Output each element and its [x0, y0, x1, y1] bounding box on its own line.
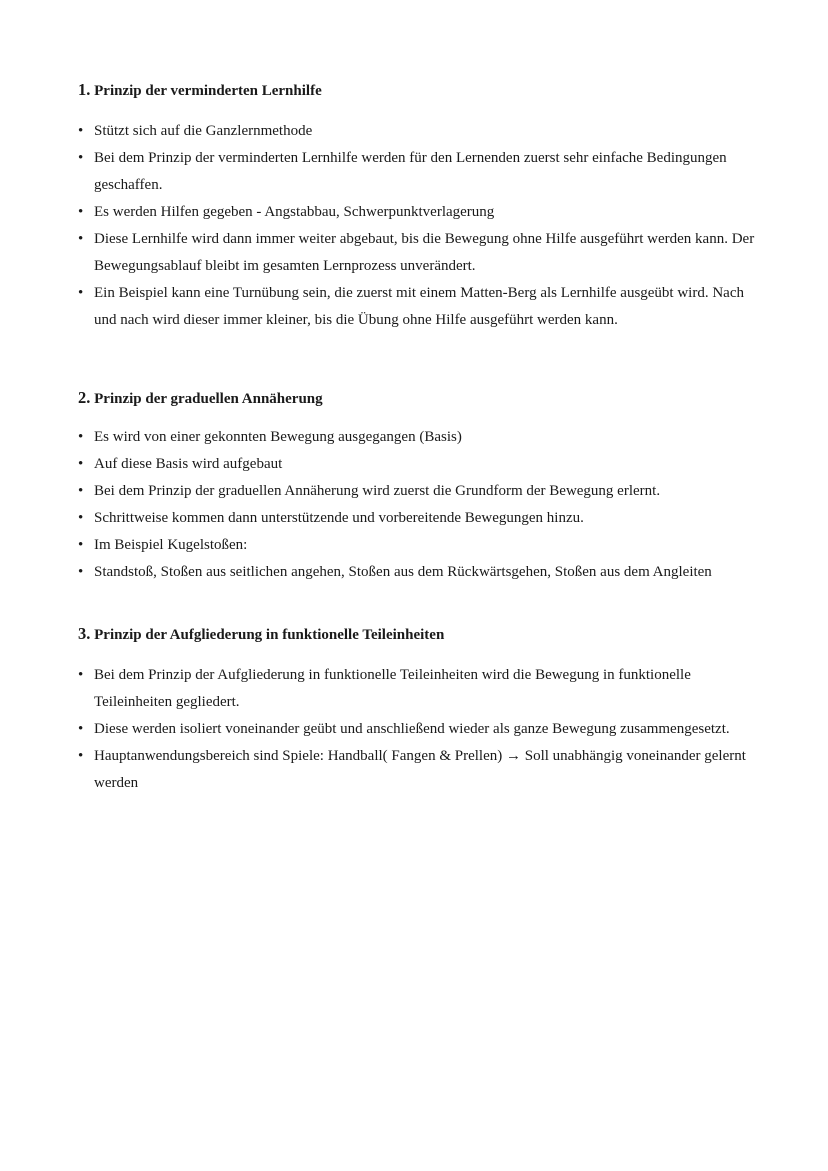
section-title: Prinzip der Aufgliederung in funktionelle Teileinheiten	[94, 627, 445, 643]
section-heading	[78, 81, 758, 100]
list-item-text: Schrittweise kommen dann unterstützende und vorbereitende Bewegungen hinzu.	[94, 510, 584, 526]
list-item	[78, 505, 758, 532]
list-item	[78, 743, 758, 797]
list-item-text: Hauptanwendungsbereich sind Spiele: Handball( Fangen & Prellen) → Soll unabhängig voneinander gelernt werden	[94, 748, 746, 791]
section-graduelle-annaeherung	[78, 389, 758, 586]
bullet-icon: •	[78, 231, 84, 247]
bullet-icon: •	[78, 429, 84, 445]
bullet-icon: •	[78, 537, 84, 553]
section-heading	[78, 389, 758, 408]
list-item-text: Auf diese Basis wird aufgebaut	[94, 456, 283, 472]
list-item-text: Im Beispiel Kugelstoßen:	[94, 537, 248, 553]
list-item-text: Es wird von einer gekonnten Bewegung ausgegangen (Basis)	[94, 429, 462, 445]
list-item	[78, 451, 758, 478]
bullet-list	[78, 118, 758, 334]
bullet-icon: •	[78, 483, 84, 499]
list-item	[78, 118, 758, 145]
bullet-icon: •	[78, 510, 84, 526]
list-item	[78, 145, 758, 199]
list-item-text: Diese Lernhilfe wird dann immer weiter abgebaut, bis die Bewegung ohne Hilfe ausgeführt werden kann. Der Bewegungsablauf bleibt im gesamten Lernprozess unverändert.	[94, 231, 755, 274]
bullet-icon: •	[78, 748, 84, 764]
list-item	[78, 424, 758, 451]
section-verminderte-lernhilfe	[78, 81, 758, 334]
bullet-icon: •	[78, 667, 84, 683]
list-item-text: Es werden Hilfen gegeben - Angstabbau, Schwerpunktverlagerung	[94, 204, 495, 220]
list-item-text: Ein Beispiel kann eine Turnübung sein, die zuerst mit einem Matten-Berg als Lernhilfe ausgeübt wird. Nach und nach wird dieser immer kleiner, bis die Übung ohne Hilfe ausgeführt werden kann.	[94, 285, 744, 328]
list-item-text: Bei dem Prinzip der graduellen Annäherung wird zuerst die Grundform der Bewegung erlernt.	[94, 483, 661, 499]
section-funktionelle-teileinheiten	[78, 625, 758, 797]
list-item-text: Bei dem Prinzip der verminderten Lernhilfe werden für den Lernenden zuerst sehr einfache Bedingungen geschaffen.	[94, 150, 727, 193]
list-item	[78, 280, 758, 334]
list-item	[78, 662, 758, 716]
bullet-icon: •	[78, 456, 84, 472]
list-item-text: Stützt sich auf die Ganzlernmethode	[94, 123, 313, 139]
list-item	[78, 478, 758, 505]
list-item	[78, 199, 758, 226]
bullet-icon: •	[78, 721, 84, 737]
list-item-text: Bei dem Prinzip der Aufgliederung in funktionelle Teileinheiten wird die Bewegung in funktionelle Teileinheiten gegliedert.	[94, 667, 691, 710]
list-item	[78, 226, 758, 280]
bullet-list	[78, 424, 758, 586]
list-item-text: Diese werden isoliert voneinander geübt und anschließend wieder als ganze Bewegung zusammengesetzt.	[94, 721, 730, 737]
bullet-icon: •	[78, 285, 84, 301]
bullet-icon: •	[78, 123, 84, 139]
section-number: 1.	[78, 80, 91, 99]
section-number: 2.	[78, 388, 91, 407]
bullet-icon: •	[78, 150, 84, 166]
section-title: Prinzip der graduellen Annäherung	[94, 391, 323, 407]
list-item	[78, 716, 758, 743]
bullet-list	[78, 662, 758, 797]
list-item	[78, 559, 758, 586]
section-heading	[78, 625, 758, 644]
bullet-icon: •	[78, 564, 84, 580]
list-item	[78, 532, 758, 559]
section-number: 3.	[78, 624, 91, 643]
section-title: Prinzip der verminderten Lernhilfe	[94, 83, 322, 99]
list-item-text: Standstoß, Stoßen aus seitlichen angehen, Stoßen aus dem Rückwärtsgehen, Stoßen aus dem Angleiten	[94, 564, 712, 580]
bullet-icon: •	[78, 204, 84, 220]
